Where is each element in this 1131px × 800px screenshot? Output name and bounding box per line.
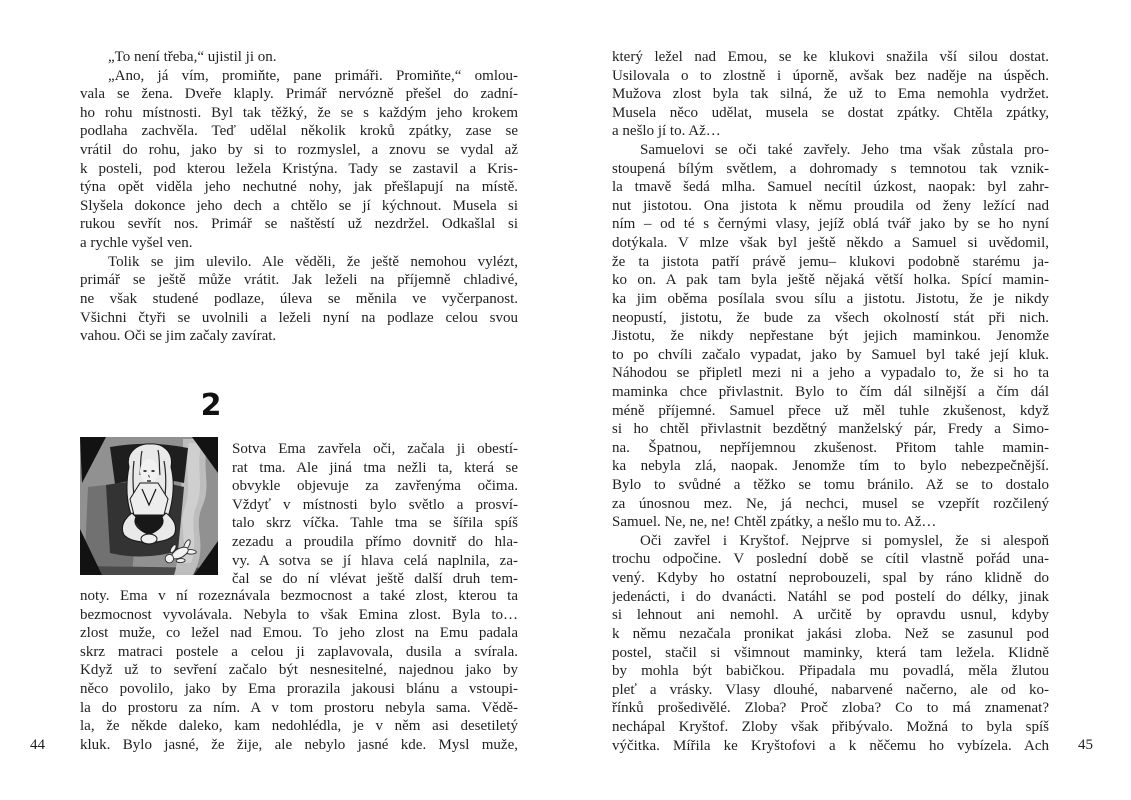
text-line: rat tma. Ale jiná tma nežli ta, která se [232,459,518,476]
text-line: si ho chtěl přivlastnit bezdětný manželský pár, Fredy a Simo- [612,421,1049,438]
text-line: kluk. Bylo jasné, že žije, ale nebylo jasné kde. Mysl muže, [80,736,518,753]
text-line: týna opět viděla jeho nechutné nohy, jak přešlapují na místě. [80,179,518,196]
text-line: že ta jistota patří právě jemu– klukovi podobně starému ja- [612,253,1049,270]
text-line: a rychle vyšel ven. [80,235,193,252]
text-line: Bylo to svůdné a těžko se tomu bránilo. Až se to dostalo [612,477,1049,494]
text-line: k posteli, pod kterou ležela Kristýna. Tady se zastavil a Kris- [80,160,518,177]
text-line: vala se žena. Dveře klaply. Primář nervózně přešel do zadní- [80,86,518,103]
woman-in-bed-illustration [80,437,218,575]
text-line: obvykle objevuje za zavřenýma očima. [232,478,518,495]
text-line: la do prostoru za ním. A v tom prostoru nebyla sama. Vědě- [80,699,518,716]
text-line: jedenácti, i do dvanácti. Natáhl se pod postelí do délky, jinak [612,588,1049,605]
text-line: něco povolilo, jako by Ema prorazila jakousi blánu a vstoupi- [80,681,518,698]
text-line: Samuel. Ne, ne, ne! Chtěl zpátky, a nešlo mu to. Až… [612,514,937,531]
text-line: méně příjemné. Samuel přece už měl tuhle zkušenost, když [612,402,1049,419]
text-line: ním – od té s černými vlasy, jejíž oblá tvář jako by se ho nyní [612,216,1049,233]
text-line: Mužova zlost byla tak silná, že už to Ema nemohla vydržet. [612,86,1049,103]
text-line: bezmocnost vyvolávala. Nebyla to však Emina zlost. Byla to… [80,606,518,623]
text-line: řínků prošedivělé. Zloba? Proč zloba? Co to má znamenat? [612,700,1049,717]
text-line: maminka chce přivlastnit. Bylo to čím dál silnější a čím dál [612,383,1049,400]
text-line: „Ano, já vím, promiňte, pane primáři. Promiňte,“ omlou- [108,67,518,84]
text-line: čal se do ní vlévat ještě další druh tem- [232,571,518,588]
text-line: Oči zavřel i Kryštof. Nejprve si pomyslel, že si alespoň [640,532,1049,549]
text-line: Vždyť v místnosti bylo světlo a prosví- [232,496,518,513]
text-line: vahou. Oči se jim začaly zavírat. [80,328,277,345]
text-line: ka nebyla zlá, naopak. Jenomže tím to bylo nebezpečnější. [612,458,1049,475]
text-line: zlost muže, co ležel nad Emou. To jeho zlost na Emu padala [80,625,518,642]
text-line: to po chvíli začalo vypadat, jako by Samuel byl také její kluk. [612,346,1049,363]
right-paragraphs [612,48,1049,755]
text-line: podlaha zachvěla. Teď udělal několik kroků zpátky, zase se [80,123,518,140]
text-line: Samuelovi se oči také zavřely. Jeho tma však zůstala pro- [640,142,1049,159]
left-wrapped-paragraph [232,440,518,589]
text-line: by mohla být babičkou. Připadala mu povadlá, měla žlutou [612,663,1049,680]
text-line: si lehnout ani nemohl. A určitě by opravdu usnul, kdyby [612,607,1049,624]
page-number-left: 44 [30,737,45,753]
text-line: ne však studené podlaze, úleva se měnila ve vyčerpanost. [80,290,518,307]
text-line: vený. Kdyby ho ostatní neprobouzeli, spal by ráno klidně do [612,570,1049,587]
text-line: dotýkala. V mlze však byl ještě někdo a Samuel si uvědomil, [612,235,1049,252]
text-line: Všichni čtyři se uvolnili a leželi nyní na podlaze celou svou [80,309,518,326]
text-line: ka jim oběma posílala svou sílu a jistotu. Jistotu, že je nikdy [612,290,1049,307]
text-line: nut jistotou. Ona jistota k němu proudila od ženy ležící nad [612,197,1049,214]
text-line: zezadu a proudila přímo dovnitř do hla- [232,534,518,551]
text-line: talo skrz víčka. Tahle tma se šířila spíš [232,515,518,532]
text-line: postel, stačil si všimnout maminky, která tam ležela. Klidně [612,644,1049,661]
text-line: na. Špatnou, nepříjemnou zkušenost. Přitom tahle mamin- [612,439,1049,456]
text-line: nechápal Kryštof. Zloby však přibývalo. Možná to byla spíš [612,718,1049,735]
chapter-illustration [80,437,218,575]
text-line: Jistotu, že nikdy nepřestane být jejich maminkou. Jenomže [612,328,1049,345]
text-line: stoupená bílým světlem, a dohromady s temnotou tak vznik- [612,160,1049,177]
text-line: ho rohu místnosti. Byl tak těžký, že se s každým jeho krokem [80,104,518,121]
text-line: Sotva Ema zavřela oči, začala ji obestí- [232,441,518,457]
text-line: neopustí, jistotu, že bude za všech okolností stát při nich. [612,309,1049,326]
chapter-number-heading: 2 [200,388,222,423]
text-line: vy. A sotva se jí hlava celá naplnila, za- [232,552,518,569]
text-line: výčitka. Mířila ke Kryštofovi a k něčemu ho vybízela. Ach [612,737,1049,754]
text-line: který ležel nad Emou, se ke klukovi snažila vší silou dostat. [612,49,1049,65]
text-line: Tolik se jim ulevilo. Ale věděli, že ještě nemohou vylézt, [108,253,518,270]
text-line: la, že někde daleko, kam nedohlédla, je v něm asi desetiletý [80,718,518,735]
text-line: Musela něco udělat, musela se dostat zpátky. Chtěla zpátky, [612,104,1049,121]
text-line: za únosnou mez. Ne, já nechci, musel se vzepřít rozčilený [612,495,1049,512]
text-line: Usilovala o to zlostně i úporně, avšak bez naděje na úspěch. [612,67,1049,84]
text-line: skrz matraci postele a celou ji zaplavovala, dusila a svírala. [80,643,518,660]
left-paragraph-continued [80,587,518,754]
text-line: noty. Ema v ní rozeznávala bezmocnost a také zlost, kterou ta [80,588,518,604]
text-line: k němu nezačala pronikat jakási zloba. Než se zasunul pod [612,625,1049,642]
text-line: la tmavě šedá mlha. Samuel necítil úzkost, naopak: byl zahr- [612,179,1049,196]
text-line: „To není třeba,“ ujistil ji on. [108,49,277,65]
text-line: trochu odpočine. V poslední době se cítil vlastně pořád una- [612,551,1049,568]
left-paragraphs [80,48,518,346]
page-number-right: 45 [1078,737,1093,753]
text-line: vrátil do rohu, jako by si to rozmyslel, a znovu se vydal až [80,142,518,159]
text-line: pleť a vrásky. Vlasy dlouhé, nabarvené načerno, ale od ko- [612,681,1049,698]
text-line: primář se ještě může vrátit. Jak leželi na příjemně chladivé, [80,272,518,289]
text-line: rukou sevřít nos. Primář se naštěstí už nezdržel. Odkašlal si [80,216,518,233]
text-line: Náhodou se připletl mezi ni a jeho a vypadalo to, že si ho ta [612,365,1049,382]
text-line: Slyšela dokonce jeho dech a chtělo se jí kýchnout. Musela si [80,197,518,214]
text-line: ko on. A pak tam byla ještě nějaká větší holka. Spící mamin- [612,272,1049,289]
text-line: Když už to sevření začalo být nesnesitelné, najednou jako by [80,662,518,679]
text-line: a nešlo jí to. Až… [612,123,721,140]
